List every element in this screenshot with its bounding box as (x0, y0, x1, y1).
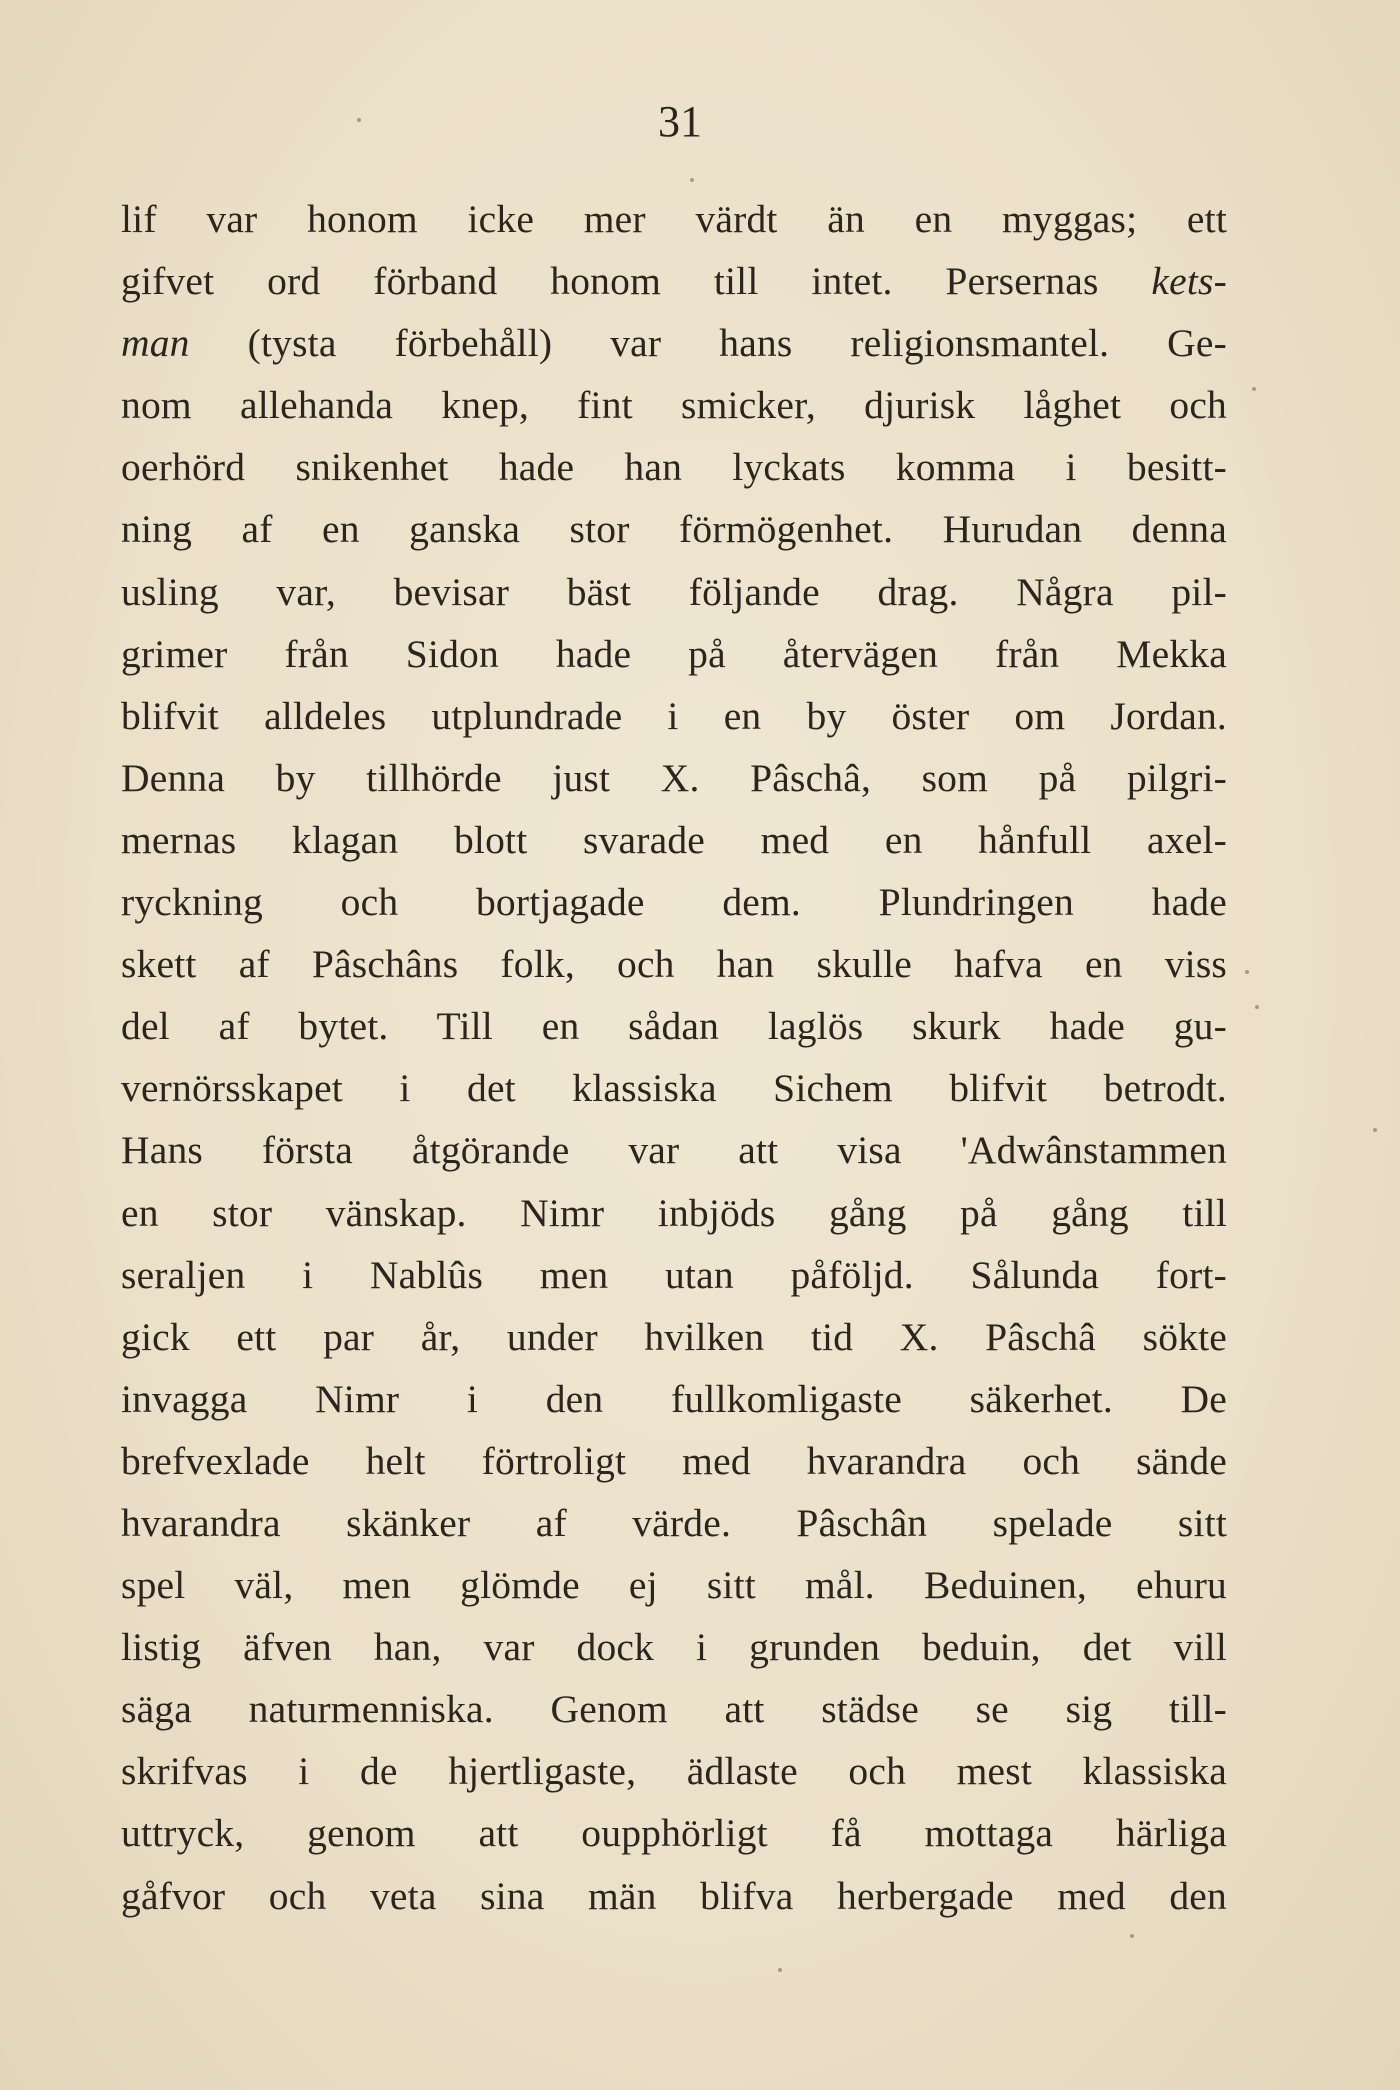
paper-speck (1255, 1005, 1259, 1009)
text-line: skett af Pâschâns folk, och han skulle hafva en viss (121, 942, 1227, 987)
text-line: lif var honom icke mer värdt än en myggas; ett (121, 197, 1227, 241)
text-line: spel väl, men glömde ej sitt mål. Beduinen, ehuru (121, 1563, 1227, 1608)
text-line: Denna by tillhörde just X. Pâschâ, som på pilgri- (121, 755, 1227, 800)
text-line: grimer från Sidon hade på återvägen från Mekka (121, 631, 1227, 676)
text-line: oerhörd snikenhet hade han lyckats komma i besitt- (121, 445, 1227, 490)
paper-speck (778, 1968, 782, 1972)
text-line: säga naturmenniska. Genom att städse se sig till- (121, 1687, 1227, 1732)
text-line: nom allehanda knep, fint smicker, djurisk låghet och (121, 383, 1227, 428)
text-line: en stor vänskap. Nimr inbjöds gång på gång till (121, 1190, 1227, 1235)
paper-speck (1130, 1934, 1134, 1938)
text-line: uttryck, genom att oupphörligt få mottaga härliga (121, 1811, 1227, 1856)
text-line: blifvit alldeles utplundrade i en by öster om Jordan. (121, 693, 1227, 738)
paper-speck (1245, 970, 1249, 974)
text-line: gifvet ord förband honom till intet. Persernas kets- (121, 259, 1227, 304)
paper-speck (357, 118, 361, 122)
text-line: invagga Nimr i den fullkomligaste säkerhet. De (121, 1376, 1227, 1421)
text-line: gick ett par år, under hvilken tid X. Pâschâ sökte (121, 1314, 1227, 1359)
text-line: man (tysta förbehåll) var hans religionsmantel. Ge- (121, 321, 1227, 366)
text-line: hvarandra skänker af värde. Pâschân spelade sitt (121, 1500, 1227, 1545)
page-number: 31 (658, 97, 702, 146)
text-line: mernas klagan blott svarade med en hånfull axel- (121, 817, 1227, 862)
italic-term: kets- (1151, 259, 1227, 304)
text-line: brefvexlade helt förtroligt med hvarandra och sände (121, 1438, 1227, 1483)
text-line: ryckning och bortjagade dem. Plundringen hade (121, 880, 1227, 925)
paper-speck (1373, 1128, 1377, 1132)
text-line: skrifvas i de hjertligaste, ädlaste och mest klassiska (121, 1749, 1227, 1794)
text-line: seraljen i Nablûs men utan påföljd. Sålunda fort- (121, 1252, 1227, 1297)
text-line: vernörsskapet i det klassiska Sichem blifvit betrodt. (121, 1066, 1227, 1111)
italic-term: man (121, 321, 190, 366)
text-line: listig äfven han, var dock i grunden beduin, det vill (121, 1625, 1227, 1670)
text-line: usling var, bevisar bäst följande drag. Några pil- (121, 569, 1227, 614)
paper-speck (1252, 387, 1256, 391)
text-line: gåfvor och veta sina män blifva herbergade med den (121, 1873, 1227, 1918)
text-line: Hans första åtgörande var att visa 'Adwânstammen (121, 1128, 1227, 1173)
text-line: ning af en ganska stor förmögenhet. Hurudan denna (121, 507, 1227, 552)
paper-speck (690, 178, 694, 182)
body-text (121, 188, 1227, 1927)
text-line: del af bytet. Till en sådan laglös skurk hade gu- (121, 1004, 1227, 1049)
